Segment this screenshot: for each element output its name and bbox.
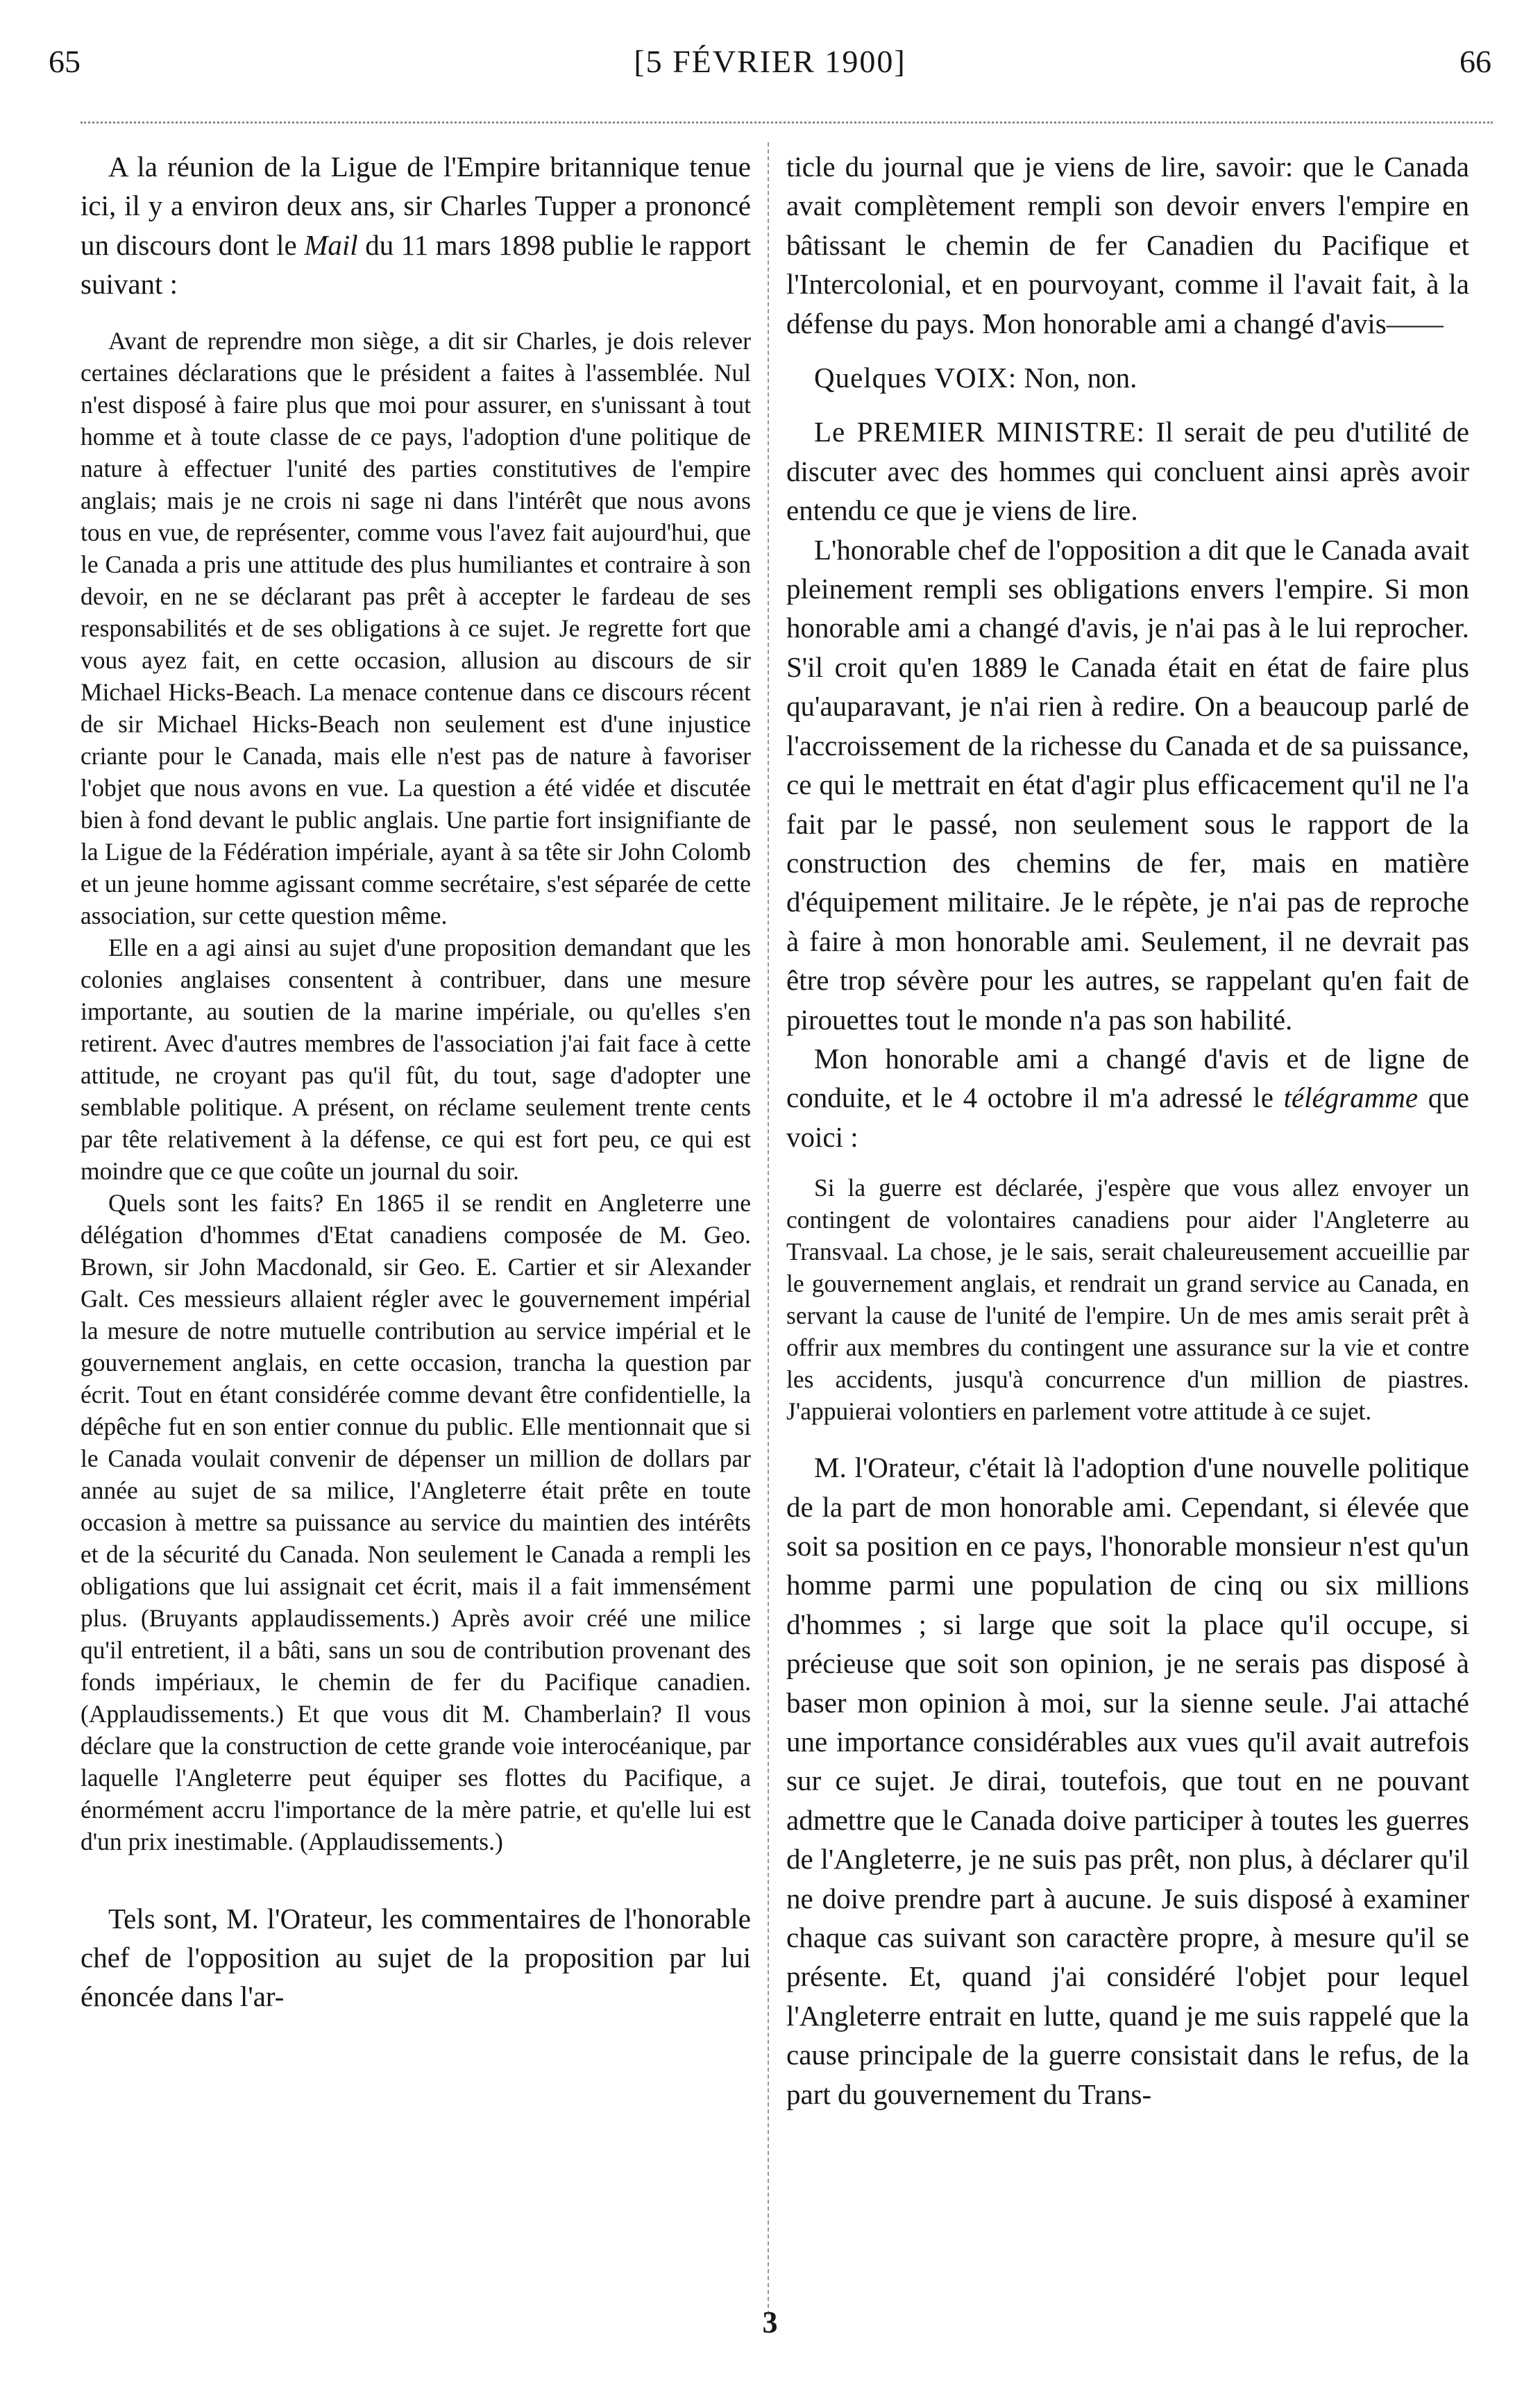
paragraph-intro: A la réunion de la Ligue de l'Empire britannique tenue ici, il y a environ deux ans, sir Charles Tupper a prononcé un discours dont le Mail du 11 mars 1898 publie le rapport suivant : — [81, 151, 752, 301]
paragraph-continuation: ticle du journal que je viens de lire, savoir: que le Canada avait complètement rempli son devoir envers l'empire en bâtissant le chemin de fer Canadien du Pacifique et l'Intercolonial, et en pourvoyant, comme il l'avait fait, à la défense du pays. Mon honorable ami a changé d'avis—— — [786, 151, 1469, 339]
left-column — [81, 147, 751, 2016]
speaker-label: Quelques VOIX: — [814, 362, 1017, 394]
paragraph-telegram-intro: Mon honorable ami a changé d'avis et de ligne de conduite, et le 4 octobre il m'a adressé le télégramme que voici : — [786, 1042, 1469, 1153]
header-rule — [81, 121, 1493, 124]
page-number-left: 65 — [49, 44, 81, 79]
newspaper-name: Mail — [304, 228, 358, 261]
quote-paragraph-2: Elle en a agi ainsi au sujet d'une proposition demandant que les colonies anglaises consentent à contribuer, dans une mesure importante, au soutien de la marine impériale, ou qu'elles s'en retirent. Avec d'autres membres de l'association j'ai fait face à cette attitude, ne croyant pas qu'il fût, du tout, sage d'adopter une semblable politique. A présent, on réclame seulement trente cents par tête relativement à la défense, ce qui est fort peu, ce qui est moindre que ce que coûte un journal du soir. — [81, 933, 751, 1185]
speaker-prime-minister: Le PREMIER MINISTRE: Il serait de peu d'utilité de discuter avec des hommes qui concluent ainsi après avoir entendu ce que je viens de lire. — [786, 416, 1470, 527]
speaker-voices: Quelques VOIX: Non, non. — [814, 362, 1137, 394]
paragraph-new-policy: M. l'Orateur, c'était là l'adoption d'une nouvelle politique de la part de mon honorable ami. Cependant, si élevée que soit sa position en ce pays, l'honorable monsieur n'est qu'un homme parmi une population de cinq ou six millions d'hommes ; si large que soit la place qu'il occupe, si précieuse que soit son opinion, je ne serais pas disposé à baser mon opinion à moi, sur la sienne seule. J'ai attaché une importance considérables aux vues qu'il avait autrefois sur ce sujet. Je dirai, toutefois, que tout en ne pouvant admettre que le Canada doive participer à toutes les guerres de l'Angleterre, je ne suis pas prêt, non plus, à déclarer qu'il ne doive prendre part à aucune. Je suis disposé à examiner chaque cas suivant son caractère propre, à mesure qu'il se présente. Et, quand j'ai considéré l'objet pour lequel l'Angleterre entrait en lutte, quand je me suis rappelé que la cause principale de la guerre consistait dans le refus, de la part du gouvernement du Trans- — [786, 1451, 1469, 2110]
quote-paragraph-3: Quels sont les faits? En 1865 il se rendit en Angleterre une délégation d'hommes d'Etat canadiens composée de M. Geo. Brown, sir John Macdonald, sir Geo. E. Cartier et sir Alexander Galt. Ces messieurs allaient régler avec le gouvernement impérial la mesure de notre mutuelle contribution au service impérial et le gouvernement anglais, en cette occasion, trancha la question par écrit. Tout en étant considérée comme devant être confidentielle, la dépêche fut en son entier connue du public. Elle mentionnait que si le Canada voulait convenir de dépenser un million de dollars par année au sujet de sa milice, l'Angleterre était prête en toute occasion à mettre sa puissance au service du maintien des intérêts et de la sécurité du Canada. Non seulement le Canada a rempli les obligations que lui assignait cet écrit, mais il a fait immensément plus. (Bruyants applaudissements.) Après avoir créé une milice qu'il entretient, il a bâti, sans un sou de contribution provenant des fonds impériaux, le chemin de fer du Pacifique canadien. (Applaudissements.) Et que vous dit M. Chamberlain? Il vous déclare que la construction de cette grande voie interocéanique, par laquelle l'Angleterre peut équiper ses flottes du Pacifique, a énormément accru l'importance de la mère patrie, et qu'elle lui est d'un prix inestimable. (Applaudissements.) — [81, 1188, 751, 1855]
right-column — [786, 147, 1469, 2114]
quote-paragraph-1: Avant de reprendre mon siège, a dit sir Charles, je dois relever certaines déclarations que le président a faites à l'assemblée. Nul n'est disposé à faire plus que moi pour assurer, en s'unissant à tout homme et à toute classe de ce pays, l'adoption d'une politique de nature à effectuer l'unité des parties constitutives de l'empire anglais; mais je ne crois ni sage ni dans l'intérêt que nous avons tous en vue, de représenter, comme vous l'avez fait aujourd'hui, que le Canada a pris une attitude des plus humiliantes et contraire à son devoir, en ne se déclarant pas prêt à accepter le fardeau de ses responsabilités et de ses obligations à ce sujet. Je regrette fort que vous ayez fait, en cette occasion, allusion au discours de sir Michael Hicks-Beach. La menace contenue dans ce discours récent de sir Michael Hicks-Beach non seulement est d'une injustice criante pour le Canada, mais elle n'est pas de nature à favoriser l'objet que nous avons en vue. La question a été vidée et discutée bien à fond devant le public anglais. Une partie fort insignifiante de la Ligue de la Fédération impériale, ayant à sa tête sir John Colomb et un jeune homme agissant comme secrétaire, s'est séparée de cette association, sur cette question même. — [81, 326, 751, 929]
page-number-right: 66 — [1459, 44, 1491, 79]
telegram-quote: Si la guerre est déclarée, j'espère que vous allez envoyer un contingent de volontaires canadiens pour aider l'Angleterre au Transvaal. La chose, je le sais, serait chaleureusement accueillie par le gouvernement anglais, et rendrait un grand service au Canada, en servant la cause de l'unité de l'empire. Un de mes amis serait prêt à offrir aux membres du contingent une assurance sur la vie et contre les accidents, jusqu'à concurrence d'un million de piastres. J'appuierai volontiers en parlement votre attitude à ce sujet. — [786, 1174, 1469, 1426]
page-header — [0, 0, 1540, 104]
paragraph-commentary: Tels sont, M. l'Orateur, les commentaires de l'honorable chef de l'opposition au sujet de la proposition par lui énoncée dans l'ar- — [81, 1902, 751, 2013]
speaker-label: Le PREMIER MINISTRE: — [814, 416, 1145, 448]
signature-number: 3 — [762, 2305, 778, 2339]
column-divider — [768, 142, 769, 2315]
paragraph-obligations: L'honorable chef de l'opposition a dit que le Canada avait pleinement rempli ses obligations envers l'empire. Si mon honorable ami a changé d'avis, je n'ai pas à le lui reprocher. S'il croit qu'en 1889 le Canada était en état de faire plus qu'auparavant, je n'ai rien à redire. On a beaucoup parlé de l'accroissement de la richesse du Canada et de sa puissance, ce qui le mettrait en état d'agir plus efficacement qu'il ne l'a fait par le passé, non seulement sous le rapport de la construction des chemins de fer, mais en matière d'équipement militaire. Je le répète, je n'ai pas de reproche à faire à mon honorable ami. Seulement, il ne devrait pas être trop sévère pour les autres, se rappelant qu'en fait de pirouettes tout le monde n'a pas son habilité. — [786, 533, 1469, 1036]
date-heading: [5 FÉVRIER 1900] — [634, 44, 906, 79]
